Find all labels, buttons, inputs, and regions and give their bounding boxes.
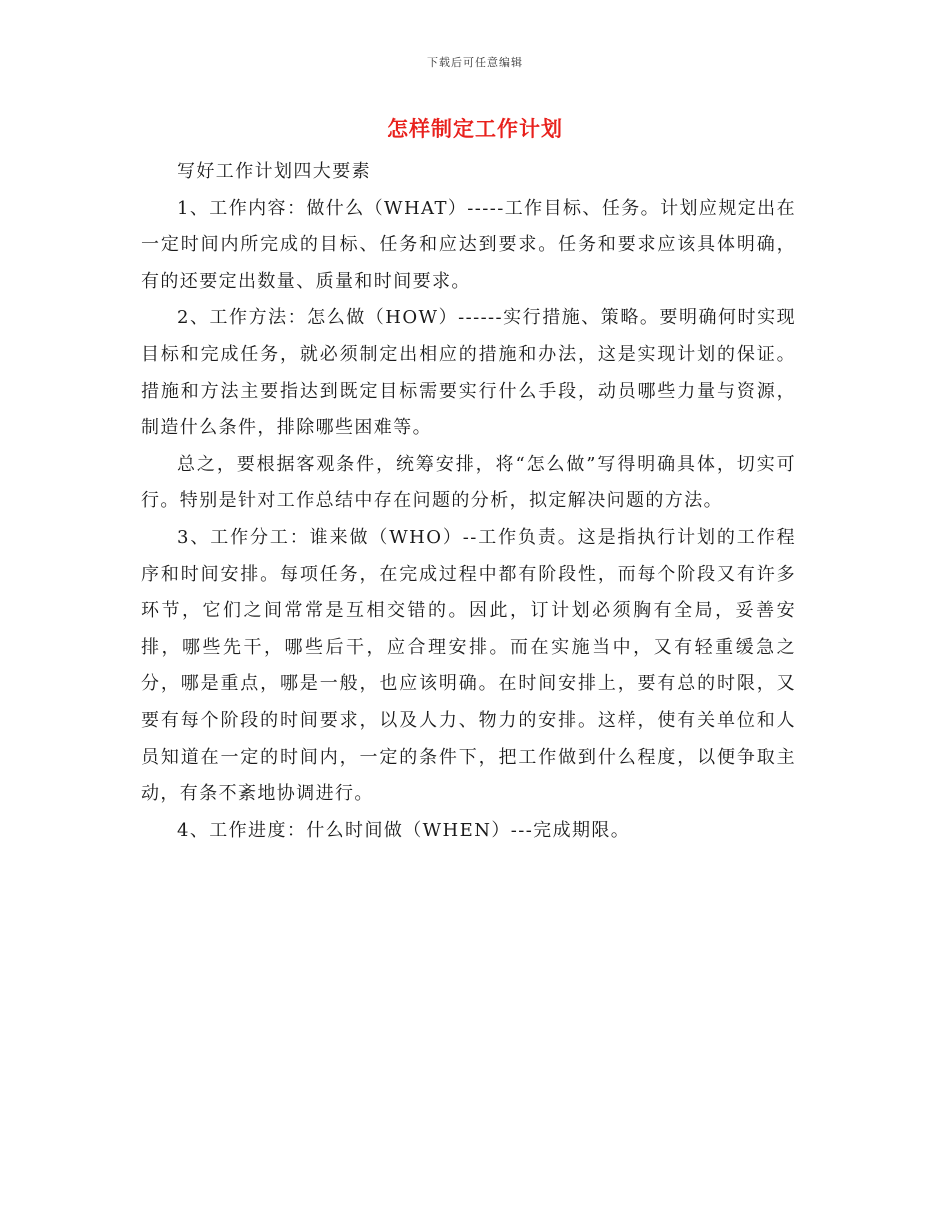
paragraph-summary: 总之，要根据客观条件，统筹安排，将“怎么做”写得明确具体，切实可行。特别是针对工作总结中存在问题的分析，拟定解决问题的方法。	[141, 453, 796, 512]
header-note: 下载后可任意编辑	[427, 56, 523, 69]
document-title: 怎样制定工作计划	[387, 116, 563, 141]
document-body	[141, 154, 796, 849]
paragraph-subtitle: 写好工作计划四大要素	[177, 161, 371, 182]
paragraph-work-content: 1、工作内容：做什么（WHAT）-----工作目标、任务。计划应规定出在一定时间内所完成的目标、任务和应达到要求。任务和要求应该具体明确，有的还要定出数量、质量和时间要求。	[141, 197, 796, 292]
paragraph-work-schedule: 4、工作进度：什么时间做（WHEN）---完成期限。	[177, 819, 631, 841]
paragraph-work-division: 3、工作分工：谁来做（WHO）--工作负责。这是指执行计划的工作程序和时间安排。每项任务，在完成过程中都有阶段性，而每个阶段又有许多环节，它们之间常常是互相交错的。因此，订计划必须胸有全局，妥善安排，哪些先干，哪些后干，应合理安排。而在实施当中，又有轻重缓急之分，哪是重点，哪是一般，也应该明确。在时间安排上，要有总的时限，又要有每个阶段的时间要求，以及人力、物力的安排。这样，使有关单位和人员知道在一定的时间内，一定的条件下，把工作做到什么程度，以便争取主动，有条不紊地协调进行。	[141, 526, 796, 805]
paragraph-work-method: 2、工作方法：怎么做（HOW）------实行措施、策略。要明确何时实现目标和完成任务，就必须制定出相应的措施和办法，这是实现计划的保证。措施和方法主要指达到既定目标需要实行什么手段，动员哪些力量与资源，制造什么条件，排除哪些困难等。	[141, 307, 796, 439]
